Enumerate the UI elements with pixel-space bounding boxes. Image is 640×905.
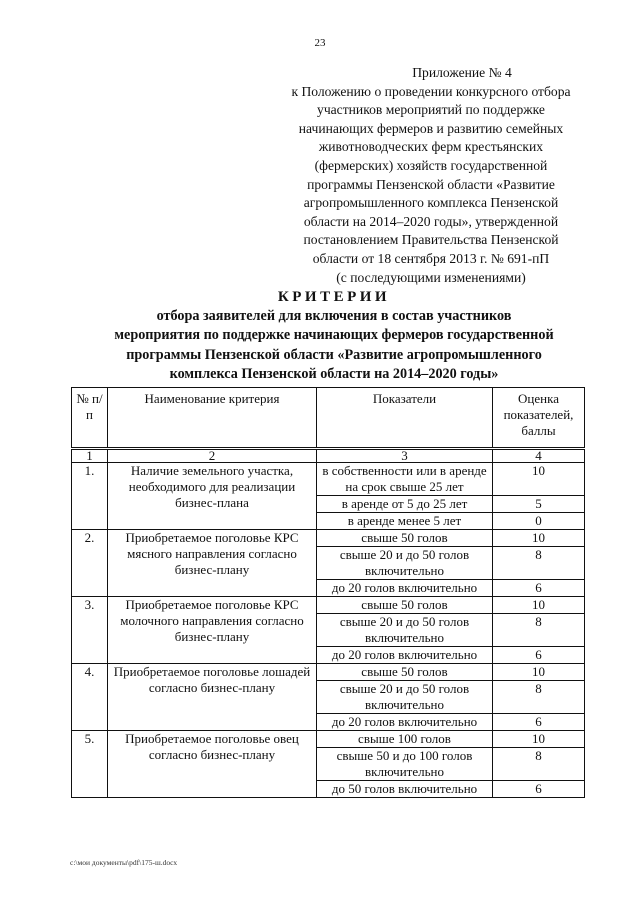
score-cell: 8	[493, 614, 585, 647]
criterion-name: Приобретаемое поголовье овец согласно бизнес-плану	[108, 731, 317, 798]
indicator-cell: свыше 50 голов	[317, 664, 493, 681]
criterion-name: Приобретаемое поголовье КРС мясного направления согласно бизнес-плану	[108, 530, 317, 597]
appendix-line: участников мероприятий по поддержке	[317, 102, 545, 118]
column-number: 1	[72, 449, 108, 463]
score-cell: 0	[493, 513, 585, 530]
score-cell: 8	[493, 547, 585, 580]
document-title-line: мероприятия по поддержке начинающих фермеров государственной	[114, 327, 554, 344]
criterion-number: 5.	[72, 731, 108, 798]
indicator-cell: свыше 50 голов	[317, 530, 493, 547]
header-name: Наименование критерия	[108, 388, 317, 449]
table-header-row	[72, 388, 585, 449]
column-number: 4	[493, 449, 585, 463]
score-cell: 5	[493, 496, 585, 513]
table-row	[72, 664, 585, 681]
score-cell: 6	[493, 580, 585, 597]
indicator-cell: до 20 голов включительно	[317, 714, 493, 731]
table-row	[72, 463, 585, 496]
appendix-line: начинающих фермеров и развитию семейных	[298, 120, 564, 136]
document-title	[70, 288, 598, 384]
appendix-line: постановлением Правительства Пензенской	[303, 232, 559, 248]
indicator-cell: свыше 20 и до 50 голов включительно	[317, 547, 493, 580]
indicator-cell: свыше 100 голов	[317, 731, 493, 748]
score-cell: 8	[493, 748, 585, 781]
table-row	[72, 731, 585, 748]
header-score: Оценка показателей, баллы	[493, 388, 585, 449]
indicator-cell: в собственности или в аренде на срок свыше 25 лет	[317, 463, 493, 496]
indicator-cell: до 50 голов включительно	[317, 781, 493, 798]
document-title-line: отбора заявителей для включения в состав участников	[156, 308, 512, 325]
score-cell: 10	[493, 530, 585, 547]
appendix-line: области на 2014–2020 годы», утвержденной	[303, 213, 559, 229]
criterion-number: 4.	[72, 664, 108, 731]
document-title-line: программы Пензенской области «Развитие агропромышленного	[126, 346, 542, 363]
table-row	[72, 530, 585, 547]
appendix-title: Приложение № 4	[412, 65, 512, 80]
indicator-cell: свыше 50 и до 100 голов включительно	[317, 748, 493, 781]
score-cell: 10	[493, 731, 585, 748]
appendix-line: области от 18 сентября 2013 г. № 691-пП	[312, 250, 550, 266]
appendix-line: агропромышленного комплекса Пензенской	[303, 195, 559, 211]
indicator-cell: в аренде от 5 до 25 лет	[317, 496, 493, 513]
indicator-cell: свыше 20 и до 50 голов включительно	[317, 681, 493, 714]
indicator-cell: в аренде менее 5 лет	[317, 513, 493, 530]
appendix-line: программы Пензенской области «Развитие	[307, 176, 555, 192]
header-indicators: Показатели	[317, 388, 493, 449]
criterion-number: 3.	[72, 597, 108, 664]
column-number-row	[72, 449, 585, 463]
column-number: 3	[317, 449, 493, 463]
score-cell: 6	[493, 781, 585, 798]
column-number: 2	[108, 449, 317, 463]
criterion-name: Наличие земельного участка, необходимого для реализации бизнес-плана	[108, 463, 317, 530]
score-cell: 6	[493, 714, 585, 731]
score-cell: 10	[493, 463, 585, 496]
document-title-main: КРИТЕРИИ	[277, 289, 391, 305]
header-no: № п/п	[72, 388, 108, 449]
indicator-cell: свыше 20 и до 50 голов включительно	[317, 614, 493, 647]
criterion-number: 2.	[72, 530, 108, 597]
score-cell: 10	[493, 664, 585, 681]
criterion-number: 1.	[72, 463, 108, 530]
appendix-block	[268, 64, 594, 287]
document-title-line: комплекса Пензенской области на 2014–2020 годы»	[169, 365, 499, 382]
criteria-table	[71, 387, 585, 798]
indicator-cell: до 20 голов включительно	[317, 580, 493, 597]
file-path-footer: c:\мои документы\pdf\175-ш.docx	[70, 858, 178, 867]
appendix-line: животноводческих ферм крестьянских	[318, 139, 544, 155]
criterion-name: Приобретаемое поголовье лошадей согласно бизнес-плану	[108, 664, 317, 731]
table-row	[72, 597, 585, 614]
appendix-line: к Положению о проведении конкурсного отбора	[291, 83, 571, 99]
indicator-cell: до 20 голов включительно	[317, 647, 493, 664]
indicator-cell: свыше 50 голов	[317, 597, 493, 614]
appendix-line: (с последующими изменениями)	[336, 269, 526, 285]
score-cell: 6	[493, 647, 585, 664]
score-cell: 8	[493, 681, 585, 714]
appendix-line: (фермерских) хозяйств государственной	[314, 157, 548, 173]
score-cell: 10	[493, 597, 585, 614]
criterion-name: Приобретаемое поголовье КРС молочного направления согласно бизнес-плану	[108, 597, 317, 664]
page-number: 23	[314, 37, 326, 49]
